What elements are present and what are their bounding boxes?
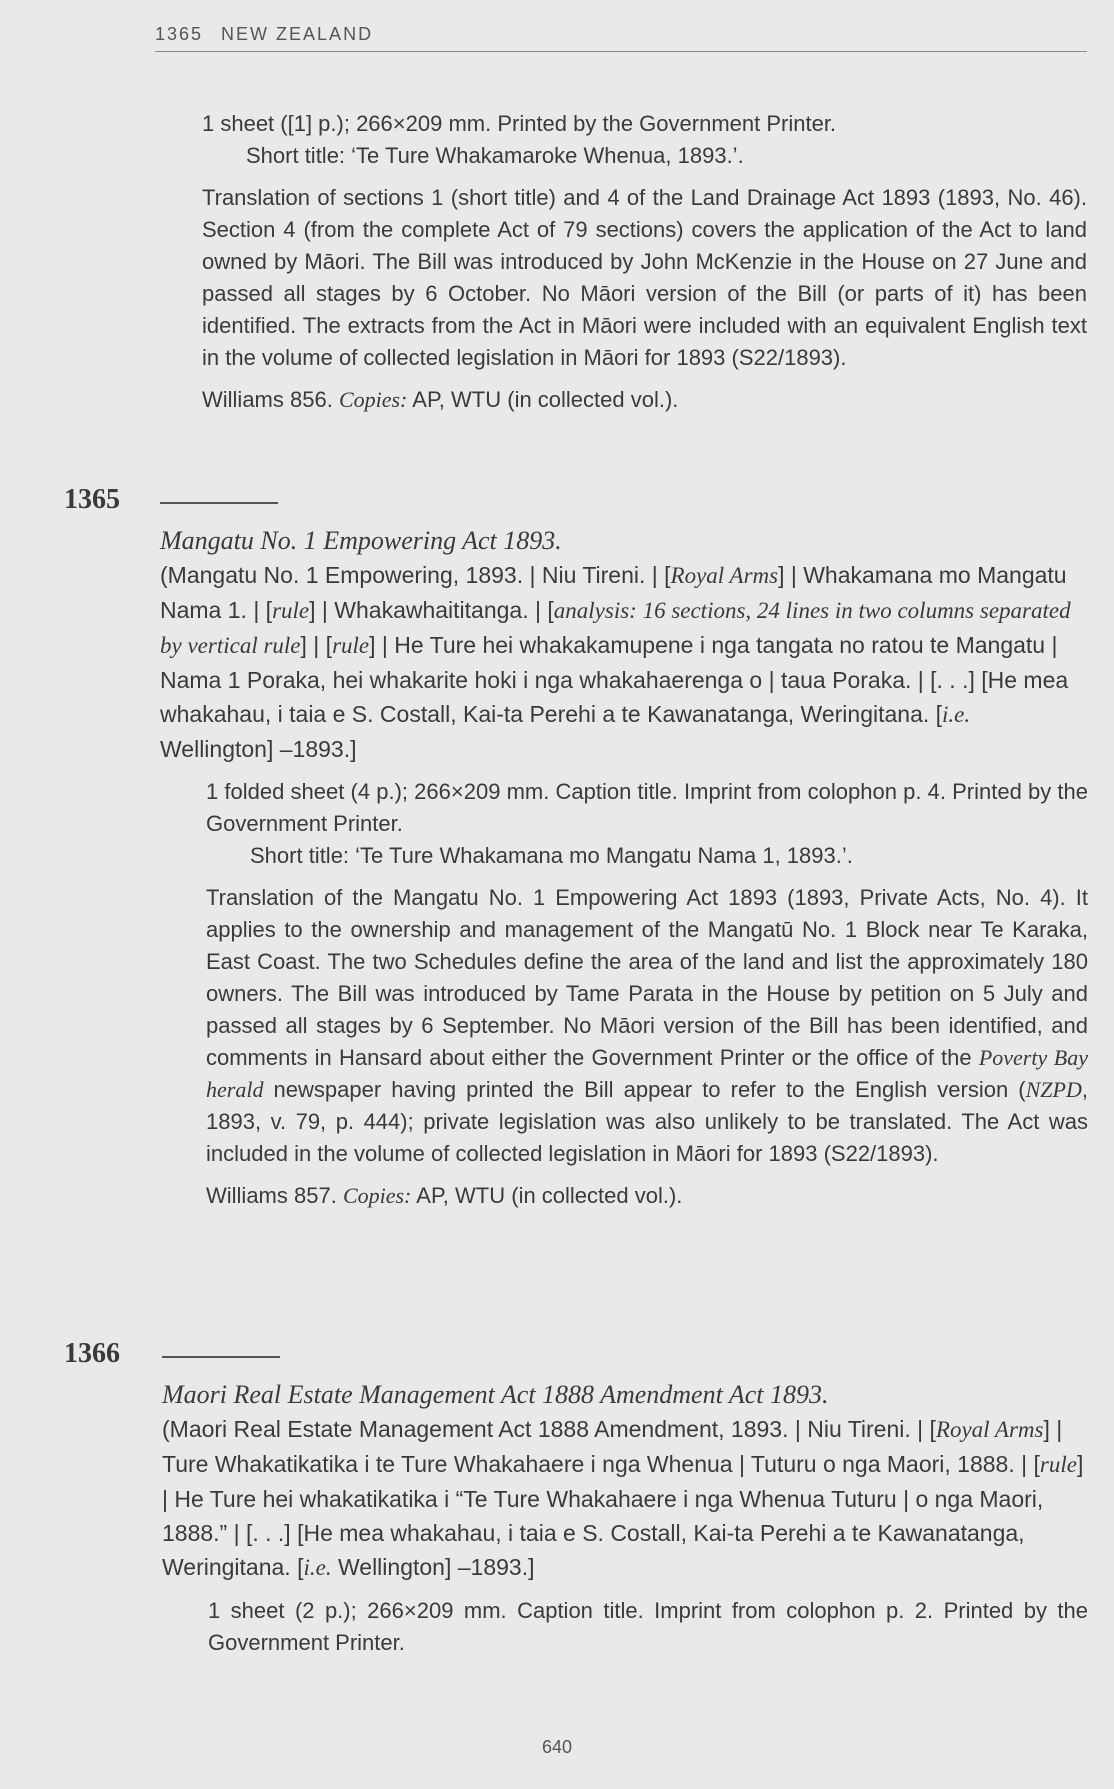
royal-arms: Royal Arms bbox=[935, 1417, 1044, 1442]
entry-1365-short-title: Short title: ‘Te Ture Whakamana mo Mangatu Nama 1, 1893.’. bbox=[250, 843, 853, 868]
header-title: NEW ZEALAND bbox=[221, 24, 374, 44]
header-page-number: 1365 bbox=[155, 24, 204, 44]
page-folio: 640 bbox=[541, 1737, 573, 1757]
entry-prev-reference bbox=[202, 384, 1087, 416]
rule-note: rule bbox=[1039, 1452, 1077, 1477]
transcription-text: ] | He Ture hei whakatikatika i “Te Ture Whakahaere i nga Whenua Tuturu | o nga Maori, 1888.” | [. . .] [He mea whakahau, i taia e S. Costall, Kai-ta Perehi a te Kawanatanga, Weringitana. [ bbox=[162, 1451, 1084, 1580]
entry-1366-physical: 1 sheet (2 p.); 266×209 mm. Caption title. Imprint from colophon p. 2. Printed by the Government Printer. bbox=[208, 1598, 1088, 1655]
transcription-text: (Maori Real Estate Management Act 1888 Amendment, 1893. | Niu Tireni. | [ bbox=[162, 1416, 936, 1442]
transcription-text: ] | He Ture hei whakakamupene i nga tangata no ratou te Mangatu | Nama 1 Poraka, hei whakarite hoki i nga whakahaerenga o | taua Poraka. | [. . .] [He mea whakahau, i taia e S. Costall, Kai-ta Perehi a te Kawanatanga, Weringitana. [ bbox=[160, 632, 1069, 727]
entry-1365-physical: 1 folded sheet (4 p.); 266×209 mm. Caption title. Imprint from colophon p. 4. Printed by the Government Printer. bbox=[206, 779, 1088, 836]
royal-arms: Royal Arms bbox=[670, 563, 779, 588]
copies-label: Copies: bbox=[338, 387, 408, 412]
nzpd-abbrev: NZPD bbox=[1025, 1077, 1082, 1102]
entry-1365-reference bbox=[206, 1180, 1088, 1212]
entry-dash-1365 bbox=[160, 502, 278, 504]
transcription-text: ] | Whakawhaititanga. | [ bbox=[309, 597, 554, 623]
entry-1366-transcription bbox=[162, 1412, 1088, 1585]
note-text: newspaper having printed the Bill appear to refer to the English version ( bbox=[263, 1077, 1026, 1102]
entry-number-1365: 1365 bbox=[64, 484, 120, 515]
entry-1366 bbox=[162, 1378, 1088, 1659]
transcription-text: Wellington] –1893.] bbox=[331, 1554, 535, 1580]
transcription-text: ] | [ bbox=[300, 632, 333, 658]
rule-note: rule bbox=[332, 633, 370, 658]
newspaper-title: Poverty Bay herald bbox=[206, 1045, 1089, 1102]
transcription-text: ] | Whakamana mo Mangatu Nama 1. | [ bbox=[160, 562, 1067, 623]
entry-1365-title: Mangatu No. 1 Empowering Act 1893. bbox=[160, 526, 562, 555]
entry-1366-title: Maori Real Estate Management Act 1888 Amendment Act 1893. bbox=[162, 1380, 829, 1409]
ie-abbrev: i.e. bbox=[942, 702, 971, 727]
ie-abbrev: i.e. bbox=[303, 1555, 332, 1580]
entry-prev-short-title: Short title: ‘Te Ture Whakamaroke Whenua, 1893.’. bbox=[246, 143, 744, 168]
running-header bbox=[155, 24, 1087, 52]
transcription-text: ] | Ture Whakatikatika i te Ture Whakahaere i nga Whenua | Tuturu o nga Maori, 1888. | [ bbox=[162, 1416, 1063, 1477]
note-text: , 1893, v. 79, p. 444); private legislation was also unlikely to be translated. The Act was included in the volume of collected legislation in Māori for 1893 (S22/1893). bbox=[206, 1077, 1088, 1166]
entry-number-1366: 1366 bbox=[64, 1338, 120, 1369]
analysis-note: analysis: 16 sections, 24 lines in two columns separated by vertical rule bbox=[160, 598, 1071, 658]
ref-lead: Williams 856. bbox=[202, 387, 333, 412]
transcription-text: (Mangatu No. 1 Empowering, 1893. | Niu Tireni. | [ bbox=[160, 562, 671, 588]
copies-value: AP, WTU (in collected vol.). bbox=[412, 387, 679, 412]
entry-1365-transcription bbox=[160, 558, 1088, 766]
ref-lead: Williams 857. bbox=[206, 1183, 337, 1208]
entry-dash-1366 bbox=[162, 1356, 280, 1358]
transcription-text: Wellington] –1893.] bbox=[160, 736, 357, 762]
entry-1365 bbox=[160, 524, 1088, 1212]
copies-value: AP, WTU (in collected vol.). bbox=[416, 1183, 683, 1208]
copies-label: Copies: bbox=[342, 1183, 412, 1208]
note-text: Translation of the Mangatu No. 1 Empowering Act 1893 (1893, Private Acts, No. 4). It applies to the ownership and management of the Mangatū No. 1 Block near Te Karaka, East Coast. The two Schedules define the area of the land and list the approximately 180 owners. The Bill was introduced by Tame Parata in the House by petition on 5 July and passed all stages by 6 September. No Māori version of the Bill has been identified, and comments in Hansard about either the Government Printer or the office of the bbox=[206, 885, 1088, 1070]
entry-prev bbox=[202, 108, 1087, 416]
entry-prev-note: Translation of sections 1 (short title) and 4 of the Land Drainage Act 1893 (1893, No. 46). Section 4 (from the complete Act of 79 sections) covers the application of the Act to land owned by Māori. The Bill was introduced by John McKenzie in the House on 27 June and passed all stages by 6 October. No Māori version of the Bill (or parts of it) has been identified. The extracts from the Act in Māori were included with an equivalent English text in the volume of collected legislation in Māori for 1893 (S22/1893). bbox=[202, 185, 1087, 370]
entry-prev-physical: 1 sheet ([1] p.); 266×209 mm. Printed by the Government Printer. bbox=[202, 111, 837, 136]
entry-1365-note bbox=[206, 882, 1088, 1170]
rule-note: rule bbox=[272, 598, 310, 623]
